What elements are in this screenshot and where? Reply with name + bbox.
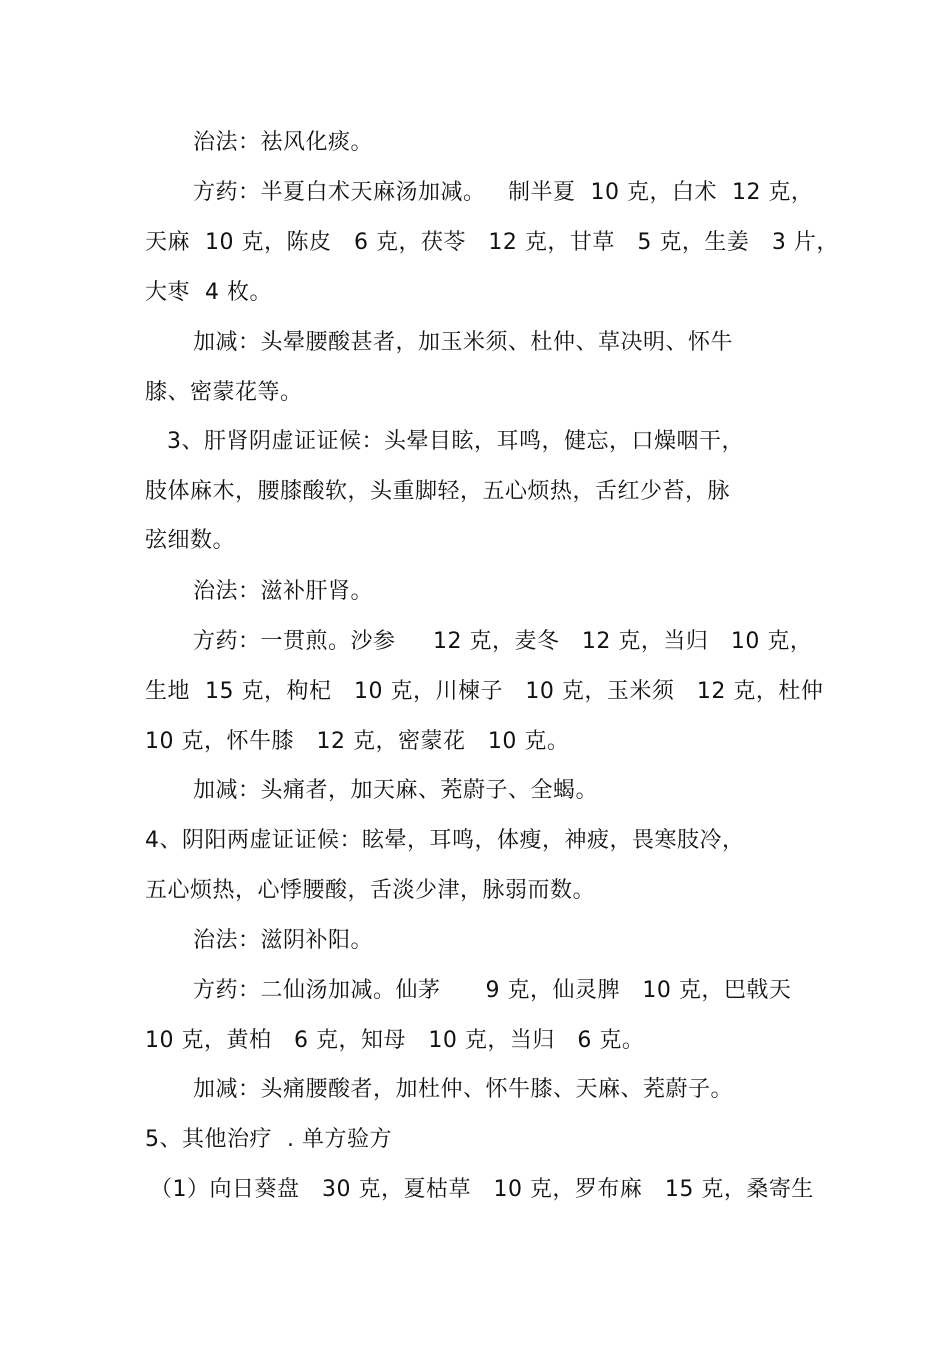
text-line: （1）向日葵盘 30 克，夏枯草 10 克，罗布麻 15 克，桑寄生 — [150, 1177, 814, 1202]
text-line: 方药：一贯煎。沙参 12 克，麦冬 12 克，当归 10 克， — [193, 629, 813, 654]
text-line: 治法：滋补肝肾。 — [193, 579, 374, 604]
text-line: 10 克，怀牛膝 12 克，密蒙花 10 克。 — [145, 729, 570, 754]
text-line: 治法：祛风化痰。 — [193, 130, 374, 155]
text-line: 方药：半夏白术天麻汤加减。 制半夏 10 克，白术 12 克， — [193, 180, 814, 205]
text-line: 加减：头痛腰酸者，加杜仲、怀牛膝、天麻、茺蔚子。 — [193, 1077, 734, 1102]
text-line: 10 克，黄柏 6 克，知母 10 克，当归 6 克。 — [145, 1028, 645, 1053]
section-heading: 5、其他治疗 . 单方验方 — [145, 1127, 392, 1152]
text-line: 大枣 4 枚。 — [145, 280, 272, 305]
text-line: 五心烦热，心悸腰酸，舌淡少津，脉弱而数。 — [145, 878, 596, 903]
text-line: 方药：二仙汤加减。仙茅 9 克，仙灵脾 10 克，巴戟天 — [193, 978, 792, 1003]
text-line: 弦细数。 — [145, 528, 236, 553]
text-line: 加减：头痛者，加天麻、茺蔚子、全蝎。 — [193, 778, 599, 803]
text-line: 肢体麻木，腰膝酸软，头重脚轻，五心烦热，舌红少苔，脉 — [145, 479, 731, 504]
text-line: 治法：滋阴补阳。 — [193, 928, 374, 953]
section-heading: 3、肝肾阴虚证证候：头晕目眩，耳鸣，健忘，口燥咽干， — [167, 429, 744, 454]
section-heading: 4、阴阳两虚证证候：眩晕，耳鸣，体瘦，神疲，畏寒肢冷， — [145, 828, 745, 853]
text-line: 天麻 10 克，陈皮 6 克，茯苓 12 克，甘草 5 克，生姜 3 片， — [145, 230, 839, 255]
text-line: 加减：头晕腰酸甚者，加玉米须、杜仲、草决明、怀牛 — [193, 330, 734, 355]
text-line: 生地 15 克，枸杞 10 克，川楝子 10 克，玉米须 12 克，杜仲 — [145, 679, 824, 704]
text-line: 膝、密蒙花等。 — [145, 380, 303, 405]
